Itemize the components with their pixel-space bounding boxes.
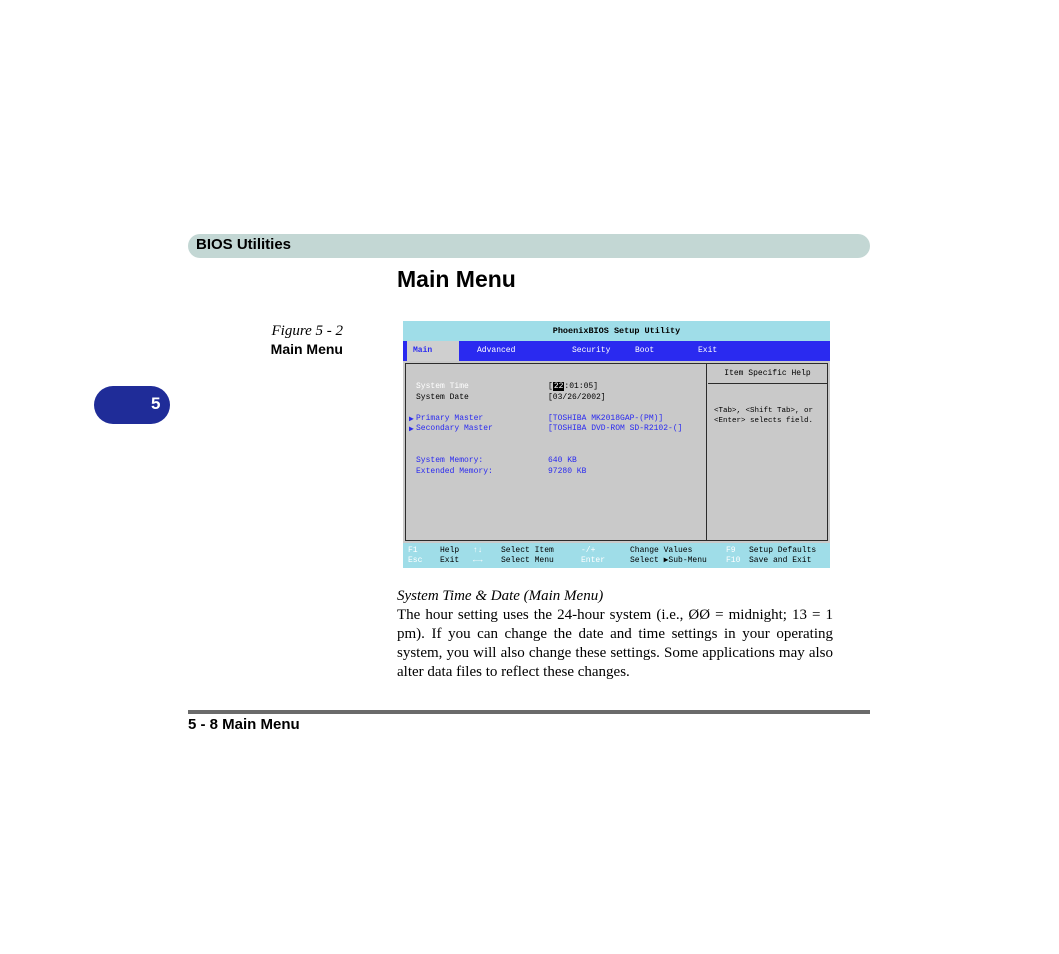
bios-key-legend	[403, 543, 830, 568]
help-panel-text: <Tab>, <Shift Tab>, or <Enter> selects field.	[714, 407, 814, 425]
menu-tab-advanced[interactable]: Advanced	[477, 346, 516, 355]
menu-tab-security[interactable]: Security	[572, 346, 611, 355]
key-f10: F10	[726, 556, 741, 565]
chapter-tab	[94, 386, 170, 424]
system-memory-label: System Memory:	[416, 456, 484, 465]
footer-rule	[188, 710, 870, 714]
key-enter: Enter	[581, 556, 606, 565]
system-time-rest: :01:05]	[564, 382, 599, 391]
key-esc: Esc	[408, 556, 423, 565]
chapter-number: 5	[151, 394, 161, 413]
bios-main-panel	[405, 363, 828, 541]
key-f1: F1	[408, 546, 418, 555]
section-heading: System Time & Date (Main Menu)	[397, 588, 604, 604]
key-f10-desc: Save and Exit	[749, 556, 812, 565]
key-enter-desc: Select ▶Sub-Menu	[630, 556, 707, 565]
key-updown-desc: Select Item	[501, 546, 554, 555]
page-footer: 5 - 8 Main Menu	[188, 716, 300, 733]
bios-title-bar: PhoenixBIOS Setup Utility	[403, 321, 830, 341]
menu-tab-boot[interactable]: Boot	[635, 346, 655, 355]
extended-memory-value: 97280 KB	[548, 467, 587, 476]
help-panel-divider	[706, 364, 707, 540]
submenu-arrow-icon: ▶	[409, 415, 414, 424]
system-time-hour-cursor[interactable]: 22	[553, 382, 564, 391]
primary-master-value: [TOSHIBA MK2018GAP-(PM)]	[548, 414, 664, 423]
primary-master-label[interactable]: Primary Master	[416, 414, 484, 423]
key-plusminus-desc: Change Values	[630, 546, 693, 555]
figure-number: Figure 5 - 2	[271, 323, 343, 339]
secondary-master-label[interactable]: Secondary Master	[416, 424, 493, 433]
key-leftright-desc: Select Menu	[501, 556, 554, 565]
secondary-master-value: [TOSHIBA DVD-ROM SD-R2102-(]	[548, 424, 683, 433]
figure-caption	[200, 322, 343, 358]
key-f9: F9	[726, 546, 736, 555]
figure-title: Main Menu	[270, 341, 343, 357]
menu-tab-main[interactable]: Main	[407, 341, 459, 361]
system-date-value[interactable]: [03/26/2002]	[548, 393, 606, 402]
bios-menu-bar	[403, 341, 830, 361]
system-time-label[interactable]: System Time	[416, 382, 469, 391]
key-plusminus: -/+	[581, 546, 596, 555]
extended-memory-label: Extended Memory:	[416, 467, 493, 476]
bios-screenshot	[403, 321, 830, 568]
key-updown-arrows-icon: ↑↓	[473, 546, 483, 555]
key-esc-desc: Exit	[440, 556, 460, 565]
system-date-label[interactable]: System Date	[416, 393, 469, 402]
key-f1-desc: Help	[440, 546, 460, 555]
section-header-title: BIOS Utilities	[196, 236, 292, 253]
body-paragraph: The hour setting uses the 24-hour system (i.e., ØØ = midnight; 13 = 1 pm). If you can change the date and time settings in your operating system, you will also change these settings. Some applications may also alter data files to reflect these changes.	[397, 607, 833, 680]
system-time-open-bracket: [	[548, 382, 553, 391]
system-memory-value: 640 KB	[548, 456, 577, 465]
key-leftright-arrows-icon: ←→	[473, 556, 483, 565]
menu-tab-exit[interactable]: Exit	[698, 346, 718, 355]
section-header-bar	[188, 234, 870, 258]
submenu-arrow-icon: ▶	[409, 425, 414, 434]
key-f9-desc: Setup Defaults	[749, 546, 817, 555]
page-title: Main Menu	[397, 266, 516, 292]
help-panel-title: Item Specific Help	[708, 365, 827, 384]
system-time-value[interactable]	[548, 382, 598, 391]
